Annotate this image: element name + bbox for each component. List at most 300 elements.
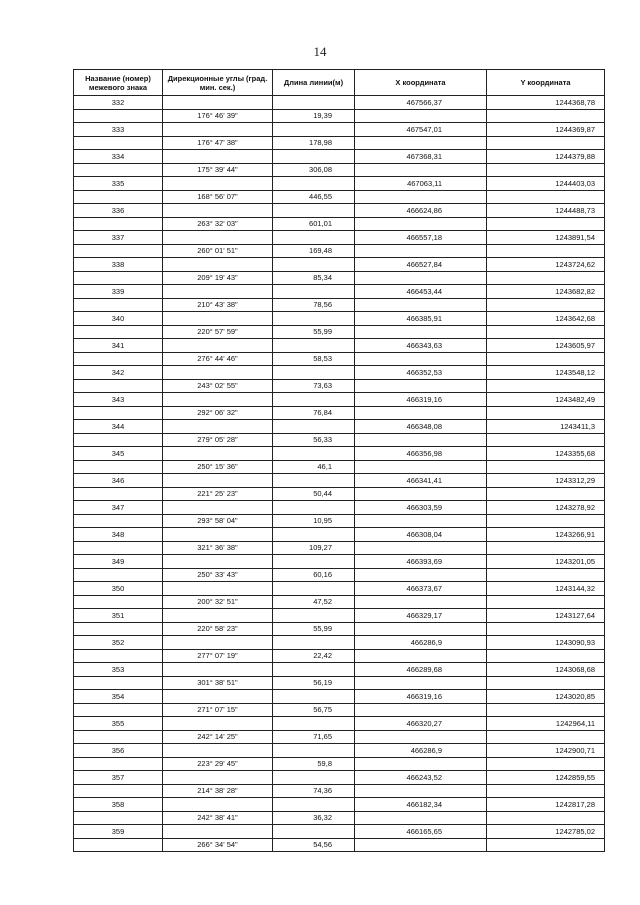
line-length: 109,27 — [273, 541, 355, 555]
empty-cell — [273, 150, 355, 164]
empty-cell — [355, 568, 487, 582]
segment-row — [74, 757, 605, 771]
point-name: 336 — [74, 204, 163, 218]
point-row — [74, 582, 605, 596]
x-coordinate: 466527,84 — [355, 258, 487, 272]
empty-cell — [487, 379, 605, 393]
y-coordinate: 1243642,68 — [487, 312, 605, 326]
point-row — [74, 825, 605, 839]
point-name: 343 — [74, 393, 163, 407]
empty-cell — [74, 568, 163, 582]
direction-angle: 168° 56' 07" — [163, 190, 273, 204]
empty-cell — [74, 838, 163, 852]
point-row — [74, 771, 605, 785]
x-coordinate: 466385,91 — [355, 312, 487, 326]
y-coordinate: 1244403,03 — [487, 177, 605, 191]
line-length: 56,19 — [273, 676, 355, 690]
line-length: 54,56 — [273, 838, 355, 852]
empty-cell — [355, 676, 487, 690]
empty-cell — [163, 177, 273, 191]
point-name: 337 — [74, 231, 163, 245]
empty-cell — [163, 663, 273, 677]
point-row — [74, 366, 605, 380]
empty-cell — [487, 784, 605, 798]
empty-cell — [487, 649, 605, 663]
x-coordinate: 466348,08 — [355, 420, 487, 434]
empty-cell — [74, 379, 163, 393]
line-length: 46,1 — [273, 460, 355, 474]
empty-cell — [74, 109, 163, 123]
x-coordinate: 467566,37 — [355, 96, 487, 110]
point-name: 345 — [74, 447, 163, 461]
point-row — [74, 258, 605, 272]
point-row — [74, 636, 605, 650]
y-coordinate: 1243090,93 — [487, 636, 605, 650]
y-coordinate: 1244379,88 — [487, 150, 605, 164]
direction-angle: 176° 46' 39" — [163, 109, 273, 123]
empty-cell — [487, 190, 605, 204]
empty-cell — [74, 325, 163, 339]
empty-cell — [355, 433, 487, 447]
point-row — [74, 609, 605, 623]
segment-row — [74, 460, 605, 474]
direction-angle: 277° 07' 19" — [163, 649, 273, 663]
empty-cell — [487, 433, 605, 447]
point-row — [74, 798, 605, 812]
header-length: Длина линии(м) — [273, 70, 355, 96]
empty-cell — [74, 298, 163, 312]
x-coordinate: 467063,11 — [355, 177, 487, 191]
empty-cell — [487, 730, 605, 744]
line-length: 50,44 — [273, 487, 355, 501]
direction-angle: 250° 33' 43" — [163, 568, 273, 582]
empty-cell — [355, 514, 487, 528]
point-name: 350 — [74, 582, 163, 596]
empty-cell — [273, 717, 355, 731]
point-name: 351 — [74, 609, 163, 623]
point-name: 359 — [74, 825, 163, 839]
x-coordinate: 466393,69 — [355, 555, 487, 569]
y-coordinate: 1243266,91 — [487, 528, 605, 542]
empty-cell — [355, 703, 487, 717]
empty-cell — [355, 163, 487, 177]
y-coordinate: 1243724,62 — [487, 258, 605, 272]
point-row — [74, 312, 605, 326]
segment-row — [74, 109, 605, 123]
point-name: 355 — [74, 717, 163, 731]
point-name: 333 — [74, 123, 163, 137]
empty-cell — [487, 163, 605, 177]
empty-cell — [355, 730, 487, 744]
line-length: 78,56 — [273, 298, 355, 312]
point-row — [74, 150, 605, 164]
empty-cell — [487, 136, 605, 150]
segment-row — [74, 433, 605, 447]
empty-cell — [355, 622, 487, 636]
point-name: 344 — [74, 420, 163, 434]
point-row — [74, 123, 605, 137]
point-row — [74, 339, 605, 353]
point-row — [74, 744, 605, 758]
empty-cell — [163, 204, 273, 218]
empty-cell — [273, 636, 355, 650]
empty-cell — [355, 244, 487, 258]
line-length: 59,8 — [273, 757, 355, 771]
direction-angle: 175° 39' 44" — [163, 163, 273, 177]
direction-angle: 293° 58' 04" — [163, 514, 273, 528]
table-header-row — [74, 70, 605, 96]
empty-cell — [355, 109, 487, 123]
header-y: Y координата — [487, 70, 605, 96]
empty-cell — [163, 825, 273, 839]
line-length: 74,36 — [273, 784, 355, 798]
empty-cell — [74, 730, 163, 744]
empty-cell — [487, 460, 605, 474]
line-length: 178,98 — [273, 136, 355, 150]
empty-cell — [355, 487, 487, 501]
point-row — [74, 501, 605, 515]
line-length: 56,33 — [273, 433, 355, 447]
x-coordinate: 466303,59 — [355, 501, 487, 515]
segment-row — [74, 703, 605, 717]
empty-cell — [74, 163, 163, 177]
x-coordinate: 466319,16 — [355, 690, 487, 704]
point-name: 332 — [74, 96, 163, 110]
direction-angle: 263° 32' 03" — [163, 217, 273, 231]
direction-angle: 250° 15' 36" — [163, 460, 273, 474]
empty-cell — [355, 271, 487, 285]
direction-angle: 279° 05' 28" — [163, 433, 273, 447]
x-coordinate: 466165,65 — [355, 825, 487, 839]
line-length: 76,84 — [273, 406, 355, 420]
empty-cell — [163, 447, 273, 461]
segment-row — [74, 541, 605, 555]
empty-cell — [163, 744, 273, 758]
direction-angle: 242° 38' 41" — [163, 811, 273, 825]
empty-cell — [273, 744, 355, 758]
empty-cell — [273, 123, 355, 137]
direction-angle: 276° 44' 46" — [163, 352, 273, 366]
point-name: 340 — [74, 312, 163, 326]
empty-cell — [355, 460, 487, 474]
segment-row — [74, 595, 605, 609]
line-length: 36,32 — [273, 811, 355, 825]
x-coordinate: 466373,67 — [355, 582, 487, 596]
empty-cell — [273, 285, 355, 299]
point-name: 342 — [74, 366, 163, 380]
empty-cell — [355, 811, 487, 825]
empty-cell — [163, 393, 273, 407]
empty-cell — [355, 595, 487, 609]
line-length: 58,53 — [273, 352, 355, 366]
segment-row — [74, 163, 605, 177]
line-length: 73,63 — [273, 379, 355, 393]
point-row — [74, 285, 605, 299]
empty-cell — [273, 528, 355, 542]
empty-cell — [273, 609, 355, 623]
empty-cell — [273, 231, 355, 245]
empty-cell — [74, 433, 163, 447]
point-row — [74, 393, 605, 407]
empty-cell — [355, 217, 487, 231]
direction-angle: 220° 57' 59" — [163, 325, 273, 339]
header-x: X координата — [355, 70, 487, 96]
point-name: 335 — [74, 177, 163, 191]
empty-cell — [487, 514, 605, 528]
empty-cell — [487, 676, 605, 690]
empty-cell — [74, 244, 163, 258]
empty-cell — [163, 339, 273, 353]
empty-cell — [487, 352, 605, 366]
empty-cell — [163, 366, 273, 380]
empty-cell — [74, 217, 163, 231]
x-coordinate: 466343,63 — [355, 339, 487, 353]
x-coordinate: 466308,04 — [355, 528, 487, 542]
direction-angle: 220° 58' 23" — [163, 622, 273, 636]
point-name: 334 — [74, 150, 163, 164]
empty-cell — [163, 609, 273, 623]
segment-row — [74, 784, 605, 798]
empty-cell — [74, 406, 163, 420]
empty-cell — [163, 285, 273, 299]
empty-cell — [487, 703, 605, 717]
empty-cell — [273, 474, 355, 488]
empty-cell — [355, 757, 487, 771]
point-name: 348 — [74, 528, 163, 542]
y-coordinate: 1242859,55 — [487, 771, 605, 785]
line-length: 85,34 — [273, 271, 355, 285]
direction-angle: 266° 34' 54" — [163, 838, 273, 852]
empty-cell — [273, 366, 355, 380]
empty-cell — [74, 271, 163, 285]
y-coordinate: 1243548,12 — [487, 366, 605, 380]
point-row — [74, 717, 605, 731]
segment-row — [74, 676, 605, 690]
y-coordinate: 1244488,73 — [487, 204, 605, 218]
line-length: 306,08 — [273, 163, 355, 177]
point-row — [74, 420, 605, 434]
x-coordinate: 467547,01 — [355, 123, 487, 137]
empty-cell — [273, 771, 355, 785]
header-angles: Дирекционные углы (град. мин. сек.) — [163, 70, 273, 96]
segment-row — [74, 217, 605, 231]
y-coordinate: 1243411,3 — [487, 420, 605, 434]
empty-cell — [163, 636, 273, 650]
coordinates-table — [73, 69, 605, 852]
empty-cell — [355, 136, 487, 150]
segment-row — [74, 649, 605, 663]
direction-angle: 271° 07' 15" — [163, 703, 273, 717]
x-coordinate: 466557,18 — [355, 231, 487, 245]
line-length: 446,55 — [273, 190, 355, 204]
empty-cell — [74, 622, 163, 636]
segment-row — [74, 811, 605, 825]
empty-cell — [273, 663, 355, 677]
point-name: 353 — [74, 663, 163, 677]
empty-cell — [273, 96, 355, 110]
x-coordinate: 466624,86 — [355, 204, 487, 218]
empty-cell — [163, 555, 273, 569]
empty-cell — [74, 784, 163, 798]
empty-cell — [74, 190, 163, 204]
empty-cell — [163, 123, 273, 137]
point-name: 339 — [74, 285, 163, 299]
empty-cell — [273, 798, 355, 812]
y-coordinate: 1243891,54 — [487, 231, 605, 245]
empty-cell — [163, 717, 273, 731]
empty-cell — [163, 258, 273, 272]
empty-cell — [74, 352, 163, 366]
x-coordinate: 466319,16 — [355, 393, 487, 407]
line-length: 169,48 — [273, 244, 355, 258]
line-length: 22,42 — [273, 649, 355, 663]
x-coordinate: 466320,27 — [355, 717, 487, 731]
line-length: 71,65 — [273, 730, 355, 744]
empty-cell — [355, 784, 487, 798]
empty-cell — [487, 811, 605, 825]
x-coordinate: 466352,53 — [355, 366, 487, 380]
y-coordinate: 1243355,68 — [487, 447, 605, 461]
x-coordinate: 466286,9 — [355, 744, 487, 758]
empty-cell — [74, 676, 163, 690]
point-name: 358 — [74, 798, 163, 812]
empty-cell — [74, 487, 163, 501]
segment-row — [74, 379, 605, 393]
segment-row — [74, 730, 605, 744]
y-coordinate: 1243312,29 — [487, 474, 605, 488]
empty-cell — [74, 541, 163, 555]
x-coordinate: 466243,52 — [355, 771, 487, 785]
y-coordinate: 1243068,68 — [487, 663, 605, 677]
x-coordinate: 466453,44 — [355, 285, 487, 299]
x-coordinate: 466182,34 — [355, 798, 487, 812]
line-length: 19,39 — [273, 109, 355, 123]
empty-cell — [487, 838, 605, 852]
x-coordinate: 466329,17 — [355, 609, 487, 623]
y-coordinate: 1243482,49 — [487, 393, 605, 407]
empty-cell — [163, 312, 273, 326]
x-coordinate: 466286,9 — [355, 636, 487, 650]
empty-cell — [487, 757, 605, 771]
empty-cell — [74, 460, 163, 474]
empty-cell — [163, 798, 273, 812]
y-coordinate: 1244369,87 — [487, 123, 605, 137]
empty-cell — [273, 177, 355, 191]
empty-cell — [487, 244, 605, 258]
empty-cell — [273, 258, 355, 272]
empty-cell — [487, 595, 605, 609]
point-row — [74, 231, 605, 245]
page-number: 14 — [313, 44, 327, 59]
empty-cell — [273, 501, 355, 515]
line-length: 56,75 — [273, 703, 355, 717]
empty-cell — [163, 582, 273, 596]
empty-cell — [487, 568, 605, 582]
point-row — [74, 663, 605, 677]
empty-cell — [163, 231, 273, 245]
y-coordinate: 1242964,11 — [487, 717, 605, 731]
empty-cell — [74, 136, 163, 150]
empty-cell — [273, 582, 355, 596]
empty-cell — [355, 541, 487, 555]
point-row — [74, 528, 605, 542]
empty-cell — [355, 649, 487, 663]
segment-row — [74, 568, 605, 582]
empty-cell — [163, 501, 273, 515]
empty-cell — [273, 312, 355, 326]
segment-row — [74, 136, 605, 150]
empty-cell — [487, 217, 605, 231]
empty-cell — [355, 298, 487, 312]
line-length: 47,52 — [273, 595, 355, 609]
empty-cell — [355, 379, 487, 393]
empty-cell — [163, 771, 273, 785]
empty-cell — [355, 352, 487, 366]
empty-cell — [487, 487, 605, 501]
segment-row — [74, 298, 605, 312]
empty-cell — [487, 406, 605, 420]
segment-row — [74, 487, 605, 501]
point-row — [74, 96, 605, 110]
segment-row — [74, 352, 605, 366]
empty-cell — [355, 325, 487, 339]
line-length: 55,99 — [273, 325, 355, 339]
empty-cell — [163, 528, 273, 542]
point-row — [74, 447, 605, 461]
y-coordinate: 1243127,64 — [487, 609, 605, 623]
segment-row — [74, 244, 605, 258]
table-body — [74, 96, 605, 852]
empty-cell — [355, 838, 487, 852]
line-length: 10,95 — [273, 514, 355, 528]
empty-cell — [355, 406, 487, 420]
direction-angle: 210° 43' 38" — [163, 298, 273, 312]
empty-cell — [74, 595, 163, 609]
point-name: 341 — [74, 339, 163, 353]
point-name: 356 — [74, 744, 163, 758]
line-length: 55,99 — [273, 622, 355, 636]
empty-cell — [487, 298, 605, 312]
y-coordinate: 1242817,28 — [487, 798, 605, 812]
segment-row — [74, 190, 605, 204]
empty-cell — [487, 541, 605, 555]
empty-cell — [163, 420, 273, 434]
empty-cell — [487, 622, 605, 636]
x-coordinate: 466356,98 — [355, 447, 487, 461]
x-coordinate: 466289,68 — [355, 663, 487, 677]
direction-angle: 243° 02' 55" — [163, 379, 273, 393]
empty-cell — [273, 393, 355, 407]
direction-angle: 200° 32' 51" — [163, 595, 273, 609]
line-length: 60,16 — [273, 568, 355, 582]
empty-cell — [487, 325, 605, 339]
empty-cell — [163, 690, 273, 704]
direction-angle: 321° 36' 38" — [163, 541, 273, 555]
empty-cell — [273, 420, 355, 434]
point-name: 354 — [74, 690, 163, 704]
direction-angle: 209° 19' 43" — [163, 271, 273, 285]
direction-angle: 242° 14' 25" — [163, 730, 273, 744]
y-coordinate: 1243278,92 — [487, 501, 605, 515]
point-row — [74, 690, 605, 704]
x-coordinate: 467368,31 — [355, 150, 487, 164]
point-name: 352 — [74, 636, 163, 650]
point-row — [74, 474, 605, 488]
empty-cell — [74, 514, 163, 528]
segment-row — [74, 406, 605, 420]
direction-angle: 292° 06' 32" — [163, 406, 273, 420]
segment-row — [74, 325, 605, 339]
